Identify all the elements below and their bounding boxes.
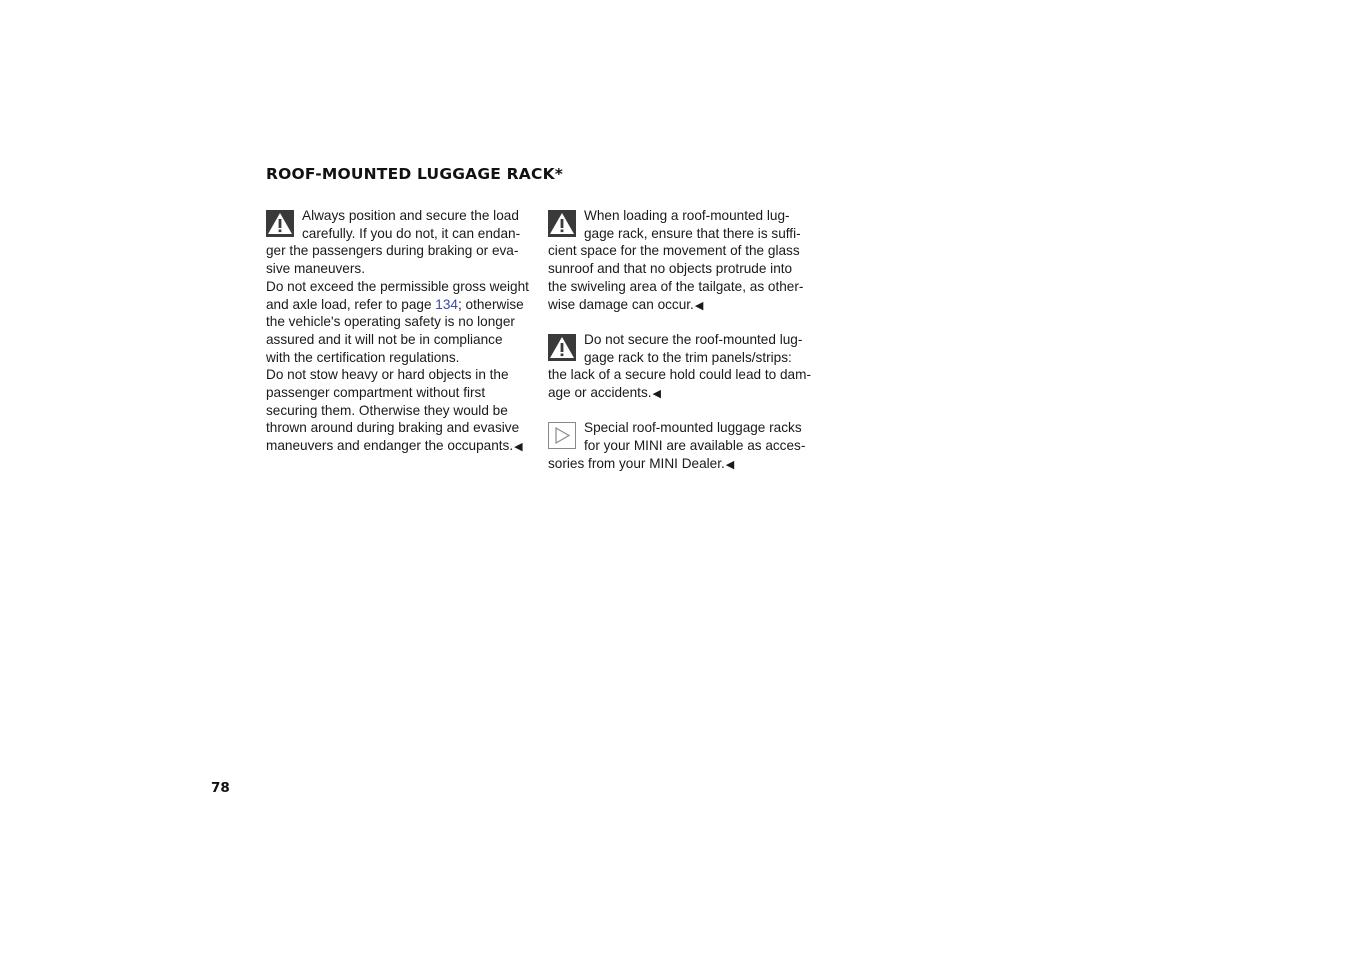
text-line: thrown around during braking and evasive bbox=[266, 420, 520, 436]
text-line: sive maneuvers. bbox=[266, 261, 365, 277]
text-line: ger the passengers during braking or eva- bbox=[266, 243, 519, 259]
text-fragment: maneuvers and endanger the occupants. bbox=[266, 438, 514, 454]
warning-block-load bbox=[266, 207, 538, 455]
warning-triangle-icon bbox=[266, 210, 294, 237]
text-line: for your MINI are available as acces- bbox=[584, 438, 806, 454]
page-number: 78 bbox=[211, 780, 230, 796]
text-line: When loading a roof-mounted lug- bbox=[584, 208, 790, 223]
warning-triangle-icon bbox=[548, 210, 576, 237]
text-line bbox=[266, 437, 538, 455]
end-marker-icon: ◀ bbox=[694, 299, 704, 312]
right-column bbox=[548, 207, 820, 473]
page-reference-link[interactable]: 134 bbox=[435, 296, 458, 312]
left-column bbox=[266, 207, 538, 455]
text-line: sunroof and that no objects protrude into bbox=[548, 261, 793, 277]
text-line: Special roof-mounted luggage racks bbox=[584, 420, 802, 436]
text-fragment: age or accidents. bbox=[548, 385, 652, 401]
text-line: assured and it will not be in compliance bbox=[266, 331, 503, 347]
text-line: passenger compartment without first bbox=[266, 385, 486, 401]
text-line: cient space for the movement of the glass bbox=[548, 243, 800, 259]
text-fragment: ; otherwise bbox=[457, 296, 524, 312]
warning-block-trim bbox=[548, 331, 820, 402]
text-fragment: and axle load, refer to page bbox=[266, 296, 436, 312]
text-fragment: wise damage can occur. bbox=[548, 296, 694, 312]
text-line: Do not exceed the permissible gross weight bbox=[266, 278, 529, 294]
note-play-icon bbox=[548, 422, 576, 449]
text-line: Always position and secure the load bbox=[302, 208, 519, 223]
note-block-accessories bbox=[548, 419, 820, 472]
end-marker-icon: ◀ bbox=[725, 458, 735, 471]
text-line: the swiveling area of the tailgate, as other- bbox=[548, 278, 804, 294]
warning-triangle-icon bbox=[548, 334, 576, 361]
text-line: the lack of a secure hold could lead to dam- bbox=[548, 367, 811, 383]
text-line bbox=[266, 296, 538, 314]
text-line bbox=[548, 296, 820, 314]
text-line: gage rack to the trim panels/strips: bbox=[584, 349, 792, 365]
text-line bbox=[548, 384, 820, 402]
section-title: ROOF-MOUNTED LUGGAGE RACK* bbox=[266, 165, 564, 183]
text-line: with the certification regulations. bbox=[266, 349, 460, 365]
text-line: the vehicle's operating safety is no longer bbox=[266, 314, 515, 330]
text-line: securing them. Otherwise they would be bbox=[266, 402, 508, 418]
text-line bbox=[548, 455, 820, 473]
text-line: Do not stow heavy or hard objects in the bbox=[266, 367, 509, 383]
text-line: Do not secure the roof-mounted lug- bbox=[584, 331, 803, 347]
text-fragment: sories from your MINI Dealer. bbox=[548, 455, 725, 471]
end-marker-icon: ◀ bbox=[514, 441, 523, 454]
warning-block-sunroof bbox=[548, 207, 820, 313]
end-marker-icon: ◀ bbox=[652, 388, 661, 401]
text-line: gage rack, ensure that there is suffi- bbox=[584, 225, 801, 241]
text-line: carefully. If you do not, it can endan- bbox=[302, 225, 521, 241]
